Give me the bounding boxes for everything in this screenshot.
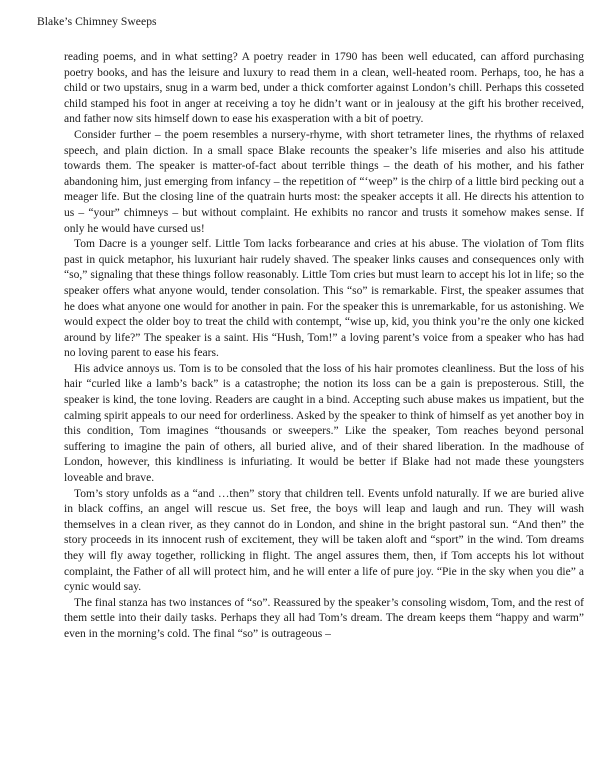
running-head: Blake’s Chimney Sweeps — [37, 15, 157, 28]
paragraph-4: His advice annoys us. Tom is to be consoled that the loss of his hair promotes cleanliness. But the loss of his hair “curled like a lamb’s back” is a catastrophe; the notion its loss can be a gain is preposterous. Still, the speaker is kind, the tone loving. Readers are caught in a bind. Accepting such abuse makes us impatient, but the calming spirit appeals to our need for orderliness. Asked by the speaker to think of himself as yet another boy in this condition, Tom imagines “thousands or sweepers.” Like the speaker, Tom reaches beyond personal suffering to imagine the pain of others, all buried alive, and of their shared liberation. In the madhouse of London, however, this kindliness is infuriating. It would be better if Blake had not made these youngsters loveable and brave. — [64, 362, 584, 485]
paragraph-6: The final stanza has two instances of “so”. Reassured by the speaker’s consoling wisdom, Tom, and the rest of them settle into their daily tasks. Perhaps they all had Tom’s dream. The dream keeps them “happy and warm” even in the morning’s cold. The final “so” is outrageous – — [64, 596, 584, 640]
paragraph-1: reading poems, and in what setting? A poetry reader in 1790 has been well educated, can afford purchasing poetry books, and has the leisure and luxury to read them in a clean, well-heated room. Perhaps, too, he has a child or two upstairs, snug in a warm bed, under a thick comforter against London’s chill. Perhaps this cosseted child stamped his foot in anger at receiving a toy he didn’t want or in jealousy at the gift his brother received, and father now sits himself down to ease his exasperation with a bit of poetry. — [64, 51, 584, 126]
paragraph-3: Tom Dacre is a younger self. Little Tom lacks forbearance and cries at his abuse. The violation of Tom flits past in quick metaphor, his luxuriant hair rudely shaved. The speaker links causes and consequences only with “so,” signaling that these things follow reasonably. Little Tom cries but must learn to accept his lot in life; so the speaker offers what anyone would, tender consolation. This “so” is remarkable. First, the speaker assumes that he does what anyone one would for another in pain. For the speaker this is unremarkable, for us astonishing. We would expect the older boy to treat the child with contempt, “wise up, kid, you think you’re the only one kicked around by life?” The speaker is a saint. His “Hush, Tom!” a loving parent’s voice from a speaker who has had no loving parent to ease his fears. — [64, 238, 584, 360]
paragraph-2: Consider further – the poem resembles a nursery-rhyme, with short tetrameter lines, the rhythms of relaxed speech, and plain diction. In a small space Blake recounts the speaker’s life miseries and also his attitude towards them. The speaker is matter-of-fact about terrible things – the death of his mother, and his father abandoning him, just emerging from infancy – the repetition of “‘weep” is the chirp of a little bird pecking out a meager life. But the closing line of the quatrain hurts most: the speaker accepts it all. He directs his attention to us – “your” chimneys – but without complaint. He exhibits no rancor and trusts it somehow makes sense. If only he would have cursed us! — [64, 128, 584, 235]
paragraph-5: Tom’s story unfolds as a “and …then” story that children tell. Events unfold naturally. If we are buried alive in black coffins, an angel will rescue us. Set free, the boys will leap and laugh and run. They will wash themselves in a clean river, as they cannot do in London, and shine in the bright pastoral sun. “And then” the story proceeds in its innocent rush of excitement, they will be taken aloft and “sport” in the wind. Tom dreams they will fly away together, rollicking in flight. The angel assures them, then, if Tom accepts his lot without complaint, the Father of all will protect him, and he will enter a life of pure joy. “Pie in the sky when you die” a cynic would say. — [64, 487, 584, 594]
body-text — [64, 50, 584, 643]
